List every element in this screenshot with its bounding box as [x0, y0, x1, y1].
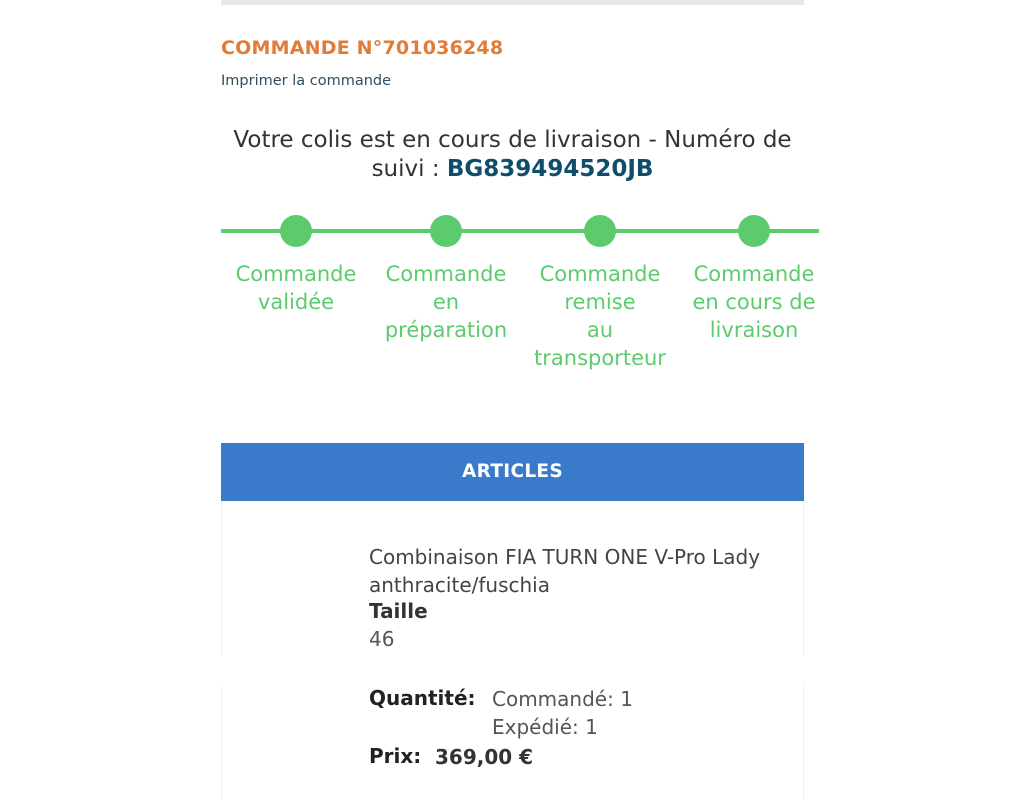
- price-value: 369,00 €: [435, 745, 534, 769]
- articles-header: ARTICLES: [221, 443, 804, 501]
- delivery-status-label: Votre colis est en cours de livraison - Numéro de suivi :: [233, 127, 792, 182]
- product-name[interactable]: Combinaison FIA TURN ONE V-Pro Lady anthracite/fuschia: [369, 545, 761, 597]
- step-dot: [430, 215, 462, 247]
- step-dot: [584, 215, 616, 247]
- step-label: Commande en cours de livraison: [692, 262, 816, 342]
- step-dot: [280, 215, 312, 247]
- quantity-label: Quantité:: [369, 686, 476, 710]
- print-order-link[interactable]: Imprimer la commande: [221, 73, 392, 89]
- delivery-status-text: [221, 126, 804, 184]
- quantity-shipped: Expédié: 1: [492, 715, 598, 739]
- step-label: Commande en préparation: [384, 262, 508, 342]
- top-divider: [221, 0, 804, 5]
- step-dot: [738, 215, 770, 247]
- step-label: Commande remise au transporteur: [534, 262, 666, 370]
- size-label: Taille: [369, 599, 428, 623]
- article-item: [221, 501, 804, 656]
- size-value: 46: [369, 627, 395, 651]
- price-label: Prix:: [369, 744, 422, 768]
- tracking-number[interactable]: BG839494520JB: [446, 156, 654, 182]
- article-item-details: [221, 686, 804, 800]
- step-label: Commande validée: [235, 262, 357, 314]
- order-progress-tracker: [221, 210, 819, 380]
- order-title: COMMANDE N°701036248: [221, 37, 504, 59]
- quantity-ordered: Commandé: 1: [492, 687, 633, 711]
